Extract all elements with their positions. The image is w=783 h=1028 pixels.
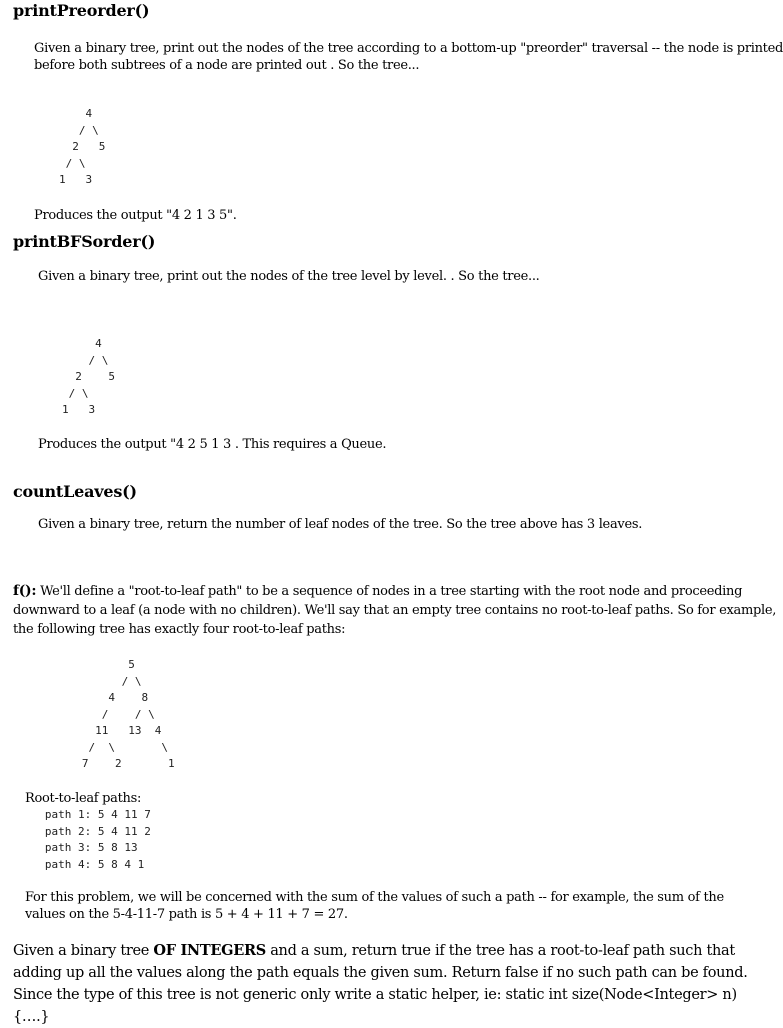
preorder-output-text: Produces the output "4 2 1 3 5". [34,208,237,223]
f-intro-line2: downward to a leaf (a node with no children). We'll say that an empty tree contains no root-to-leaf paths. So for example, [13,603,777,618]
preorder-tree-diagram: 4 / \ 2 5 / \ 1 3 [59,107,106,186]
bfs-tree-diagram: 4 / \ 2 5 / \ 1 3 [62,337,115,416]
final-task-part2: and a sum, return true if the tree has a root-to-leaf path such that adding up all the values along the path equals the given sum. Return false if no such path can be found. Since the type of this tree is not generic only write a static helper, ie: static int size(Node<Integer> n){….} [13,943,748,1025]
f-intro-line1 [13,583,742,600]
f-intro-text1: We'll define a "root-to-leaf path" to be a sequence of nodes in a tree starting with the root node and proceeding [36,584,743,599]
heading-print-bfs-order: printBFSorder() [13,232,156,251]
count-leaves-description: Given a binary tree, return the number of leaf nodes of the tree. So the tree above has 3 leaves. [38,517,643,532]
bfs-output-text: Produces the output "4 2 5 1 3 . This requires a Queue. [38,437,387,452]
f-tree-diagram: 5 / \ 4 8 / / \ 11 13 4 / \ \ 7 2 1 [81,658,175,770]
f-intro-line3: the following tree has exactly four root-to-leaf paths: [13,622,346,637]
final-task-emphasis: OF INTEGERS [153,942,266,959]
final-task-paragraph [13,940,773,1028]
final-task-part1: Given a binary tree [13,943,154,959]
preorder-description-line2: before both subtrees of a node are printed out . So the tree... [34,58,420,73]
sum-explanation-line1: For this problem, we will be concerned with the sum of the values of such a path -- for example, the sum of the [25,890,724,905]
heading-print-preorder: printPreorder() [13,1,150,20]
heading-count-leaves: countLeaves() [13,482,137,501]
bfs-description: Given a binary tree, print out the nodes of the tree level by level. . So the tree... [38,269,540,284]
heading-f: f(): [13,583,37,599]
paths-label: Root-to-leaf paths: [25,791,142,806]
preorder-description-line1: Given a binary tree, print out the nodes of the tree according to a bottom-up "preorder" traversal -- the node is printed [34,41,783,56]
sum-explanation-line2: values on the 5-4-11-7 path is 5 + 4 + 11 + 7 = 27. [25,907,348,922]
paths-list: path 1: 5 4 11 7 path 2: 5 4 11 2 path 3: 5 8 13 path 4: 5 8 4 1 [44,808,151,871]
